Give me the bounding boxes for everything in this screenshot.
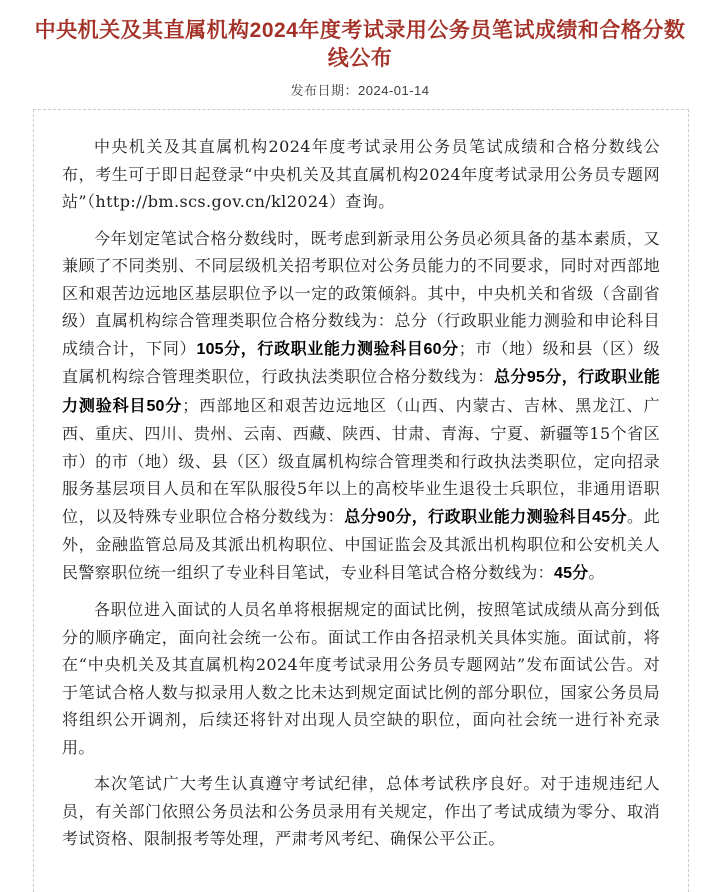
- paragraph-text: 。: [588, 562, 605, 582]
- score-highlight-text: 45分: [554, 564, 589, 582]
- publish-date-line: [0, 80, 720, 99]
- paragraph: [62, 770, 660, 853]
- paragraph-text: 各职位进入面试的人员名单将根据规定的面试比例，按照笔试成绩从高分到低分的顺序确定，面向社会统一公布。面试工作由各招录机关具体实施。面试前，将在“中央机关及其直属机构2024年度考试录用公务员专题网站”发布面试公告。对于笔试合格人数与拟录用人数之比未达到规定面试比例的部分职位，国家公务员局将组织公开调剂，后续还将针对出现人员空缺的职位，面向社会统一进行补充录用。: [62, 600, 660, 757]
- publish-date-label: 发布日期：: [290, 83, 358, 98]
- score-highlight-text: 总分95分，行政职业能力测验科目50分: [62, 369, 660, 415]
- paragraph: [62, 596, 660, 761]
- paragraph-text: 中央机关及其直属机构2024年度考试录用公务员笔试成绩和合格分数线公布，考生可于即日起登录“中央机关及其直属机构2024年度考试录用公务员专题网站”（http://bm.scs.gov.cn/kl2024）查询。: [62, 137, 660, 211]
- paragraph: [62, 225, 660, 588]
- article-body: [33, 109, 689, 892]
- paragraph: [62, 133, 660, 216]
- score-highlight-text: 总分90分，行政职业能力测验科目45分: [344, 508, 627, 526]
- score-highlight-text: 105分，行政职业能力测验科目60分: [196, 340, 459, 358]
- page-title: 中央机关及其直属机构2024年度考试录用公务员笔试成绩和合格分数线公布: [34, 19, 686, 70]
- paragraph-text: 今年划定笔试合格分数线时，既考虑到新录用公务员必须具备的基本素质，又兼顾了不同类别、不同层级机关招考职位对公务员能力的不同要求，同时对西部地区和艰苦边远地区基层职位予以一定的政策倾斜。其中，中央机关和省级（含副省级）直属机构综合管理类职位合格分数线为：总分（行政职业能力测验和申论科目成绩合计，下同）: [62, 228, 660, 358]
- paragraph-text: 本次笔试广大考生认真遵守考试纪律，总体考试秩序良好。对于违规违纪人员，有关部门依照公务员法和公务员录用有关规定，作出了考试成绩为零分、取消考试资格、限制报考等处理，严肃考风考纪、确保公平公正。: [62, 774, 660, 848]
- publish-date-value: 2024-01-14: [358, 83, 430, 98]
- paragraph-text: 。此外，金融监管总局及其派出机构职位、中国证监会及其派出机构职位和公安机关人民警察职位统一组织了专业科目笔试，专业科目笔试合格分数线为：: [62, 506, 660, 582]
- paragraph-text: ；西部地区和艰苦边远地区（山西、内蒙古、吉林、黑龙江、广西、重庆、四川、贵州、云南、西藏、陕西、甘肃、青海、宁夏、新疆等15个省区市）的市（地）级、县（区）级直属机构综合管理类和行政执法类职位，定向招录服务基层项目人员和在军队服役5年以上的高校毕业生退役士兵职位，非通用语职位，以及特殊专业职位合格分数线为：: [62, 395, 660, 526]
- paragraph-text: ；市（地）级和县（区）级直属机构综合管理类职位，行政执法类职位合格分数线为：: [62, 338, 660, 386]
